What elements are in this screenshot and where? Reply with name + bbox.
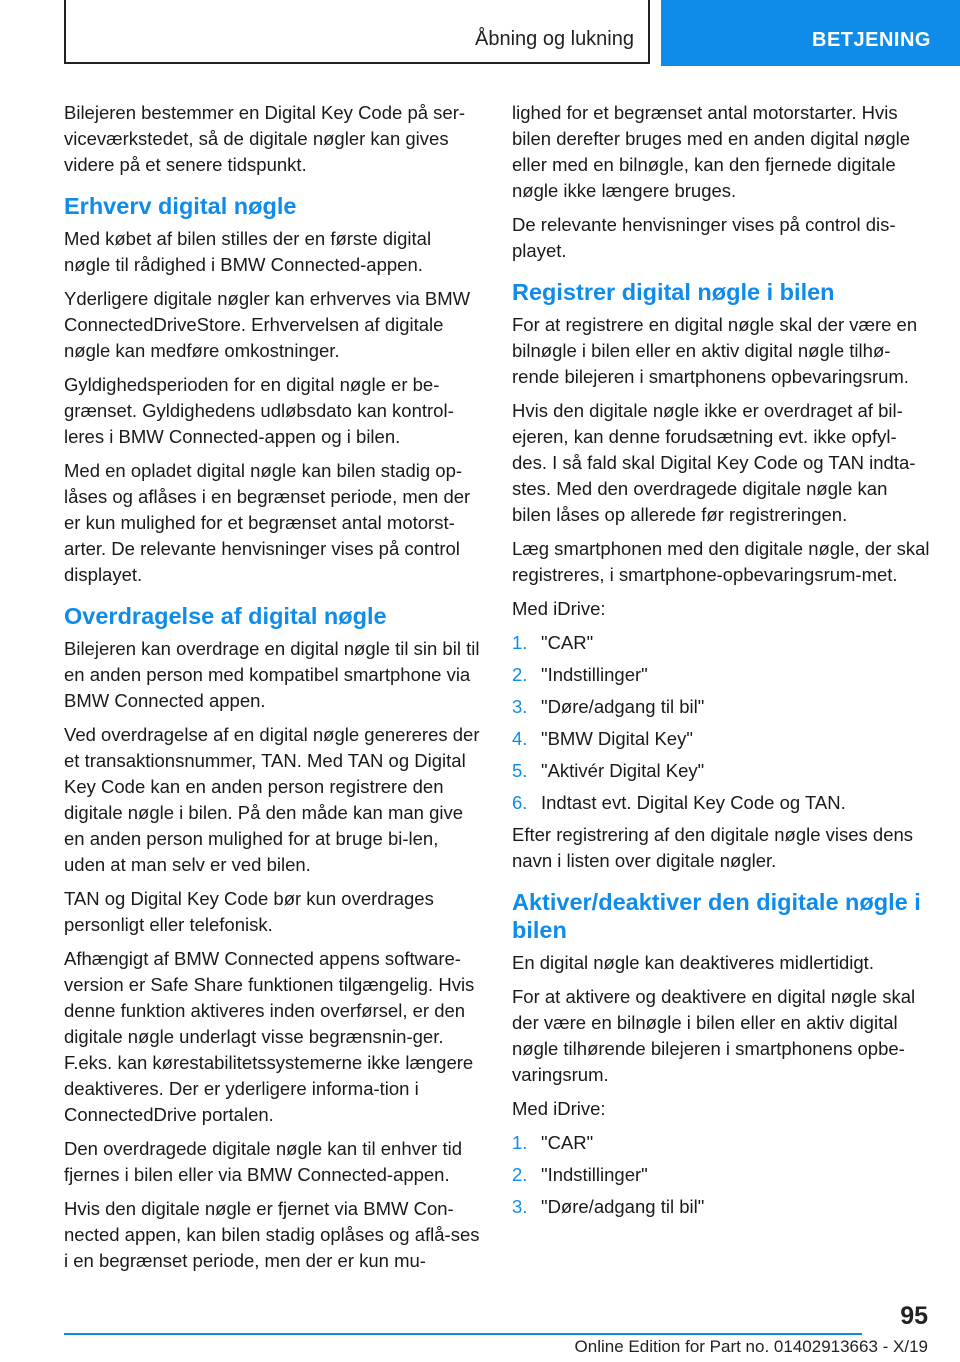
right-column <box>512 100 930 1226</box>
chapter-title: BETJENING <box>812 29 931 51</box>
list-item <box>512 1130 930 1156</box>
step-number: 3. <box>512 696 528 717</box>
step-number: 5. <box>512 760 528 781</box>
step-number: 2. <box>512 1164 528 1185</box>
step-text: "Aktivér Digital Key" <box>541 760 705 781</box>
heading-register-key: Registrer digital nøgle i bilen <box>512 279 835 305</box>
step-text: Indtast evt. Digital Key Code og TAN. <box>541 792 846 813</box>
step-number: 1. <box>512 1132 528 1153</box>
section-tab <box>64 0 650 64</box>
paragraph: Hvis den digitale nøgle er fjernet via BMW Con‐nected appen, kan bilen stadig oplåses og aflå‐ses i en begrænset periode, men der er kun mu‐ <box>64 1198 480 1271</box>
heading-activate-key: Aktiver/deaktiver den digitale nøgle i bilen <box>512 889 921 943</box>
list-item <box>512 1194 930 1220</box>
list-item <box>512 630 930 656</box>
step-text: "Indstillinger" <box>541 664 648 685</box>
list-item <box>512 790 930 816</box>
left-column <box>64 100 482 1282</box>
paragraph: Gyldighedsperioden for en digital nøgle er be‐grænset. Gyldighedens udløbsdato kan kontrol‐leres i BMW Connected-appen og i bilen. <box>64 374 454 447</box>
list-item <box>512 758 930 784</box>
heading-acquire-key: Erhverv digital nøgle <box>64 193 297 219</box>
chapter-tab <box>661 0 960 66</box>
paragraph: Efter registrering af den digitale nøgle vises dens navn i listen over digitale nøgler. <box>512 824 914 871</box>
paragraph: lighed for et begrænset antal motorstarter. Hvis bilen derefter bruges med en anden digital nøgle eller med en bilnøgle, kan den fjernede digitale nøgle ikke længere bruges. <box>512 102 911 201</box>
step-number: 4. <box>512 728 528 749</box>
step-text: "Døre/adgang til bil" <box>541 696 705 717</box>
step-number: 2. <box>512 664 528 685</box>
step-text: "BMW Digital Key" <box>541 728 693 749</box>
activate-steps-list <box>512 1130 930 1220</box>
page-number: 95 <box>900 1302 928 1330</box>
intro-paragraph: Bilejeren bestemmer en Digital Key Code på ser‐viceværkstedet, så de digitale nøgler kan gives videre på et senere tidspunkt. <box>64 102 466 175</box>
step-number: 6. <box>512 792 528 813</box>
section-title: Åbning og lukning <box>474 28 634 50</box>
idrive-label: Med iDrive: <box>512 1098 606 1119</box>
paragraph: Ved overdragelse af en digital nøgle genereres der et transaktionsnummer, TAN. Med TAN og Digital Key Code kan en anden person registrere den digitale nøgle i bilen. På den måde kan man give en anden person mulighed for at bruge bi‐len, uden at man selv er ved bilen. <box>64 724 480 875</box>
paragraph: TAN og Digital Key Code bør kun overdrages personligt eller telefonisk. <box>64 888 434 935</box>
paragraph: Med købet af bilen stilles der en første digital nøgle til rådighed i BMW Connected-appen. <box>64 228 432 275</box>
list-item <box>512 726 930 752</box>
heading-transfer-key: Overdragelse af digital nøgle <box>64 603 387 629</box>
edition-footer: Online Edition for Part no. 01402913663 - X/19 <box>574 1337 928 1356</box>
step-text: "CAR" <box>541 632 594 653</box>
paragraph: Læg smartphonen med den digitale nøgle, der skal registreres, i smartphone-opbevaringsrum‐met. <box>512 538 930 585</box>
paragraph: Hvis den digitale nøgle ikke er overdraget af bil‐ejeren, kan denne forudsætning evt. ikke opfyl‐des. I så fald skal Digital Key Code og TAN indta‐stes. Med den overdragede digitale nøgle kan bilen låses op allerede før registreringen. <box>512 400 916 525</box>
paragraph: Med en opladet digital nøgle kan bilen stadig op‐låses og aflåses i en begrænset periode, men der er kun mulighed for et begrænset antal motorst‐arter. De relevante henvisninger vises på control displayet. <box>64 460 471 585</box>
step-text: "Indstillinger" <box>541 1164 648 1185</box>
idrive-label: Med iDrive: <box>512 598 606 619</box>
list-item <box>512 1162 930 1188</box>
step-number: 3. <box>512 1196 528 1217</box>
paragraph: Bilejeren kan overdrage en digital nøgle til sin bil til en anden person med kompatibel smartphone via BMW Connected appen. <box>64 638 480 711</box>
paragraph: Den overdragede digitale nøgle kan til enhver tid fjernes i bilen eller via BMW Connected-appen. <box>64 1138 462 1185</box>
register-steps-list <box>512 630 930 816</box>
paragraph: For at registrere en digital nøgle skal der være en bilnøgle i bilen eller en aktiv digital nøgle tilhø‐rende bilejeren i smartphonens opbevaringsrum. <box>512 314 918 387</box>
step-number: 1. <box>512 632 528 653</box>
footer-divider <box>64 1333 862 1335</box>
list-item <box>512 662 930 688</box>
list-item <box>512 694 930 720</box>
step-text: "Døre/adgang til bil" <box>541 1196 705 1217</box>
paragraph: En digital nøgle kan deaktiveres midlertidigt. <box>512 952 874 973</box>
step-text: "CAR" <box>541 1132 594 1153</box>
page-header <box>0 0 960 66</box>
paragraph: For at aktivere og deaktivere en digital nøgle skal der være en bilnøgle i bilen eller en aktiv digital nøgle tilhørende bilejeren i smartphonens opbe‐varingsrum. <box>512 986 916 1085</box>
paragraph: Yderligere digitale nøgler kan erhverves via BMW ConnectedDriveStore. Erhvervelsen af digitale nøgle kan medføre omkostninger. <box>64 288 471 361</box>
paragraph: De relevante henvisninger vises på control dis‐playet. <box>512 214 896 261</box>
paragraph: Afhængigt af BMW Connected appens software‐version er Safe Share funktionen tilgængelig. Hvis denne funktion aktiveres inden overførsel, er den digitale nøgle underlagt visse begrænsnin‐ger. F.eks. kan kørestabilitetssystemerne ikke længere deaktiveres. Der er yderligere informa‐tion i ConnectedDrive portalen. <box>64 948 475 1125</box>
